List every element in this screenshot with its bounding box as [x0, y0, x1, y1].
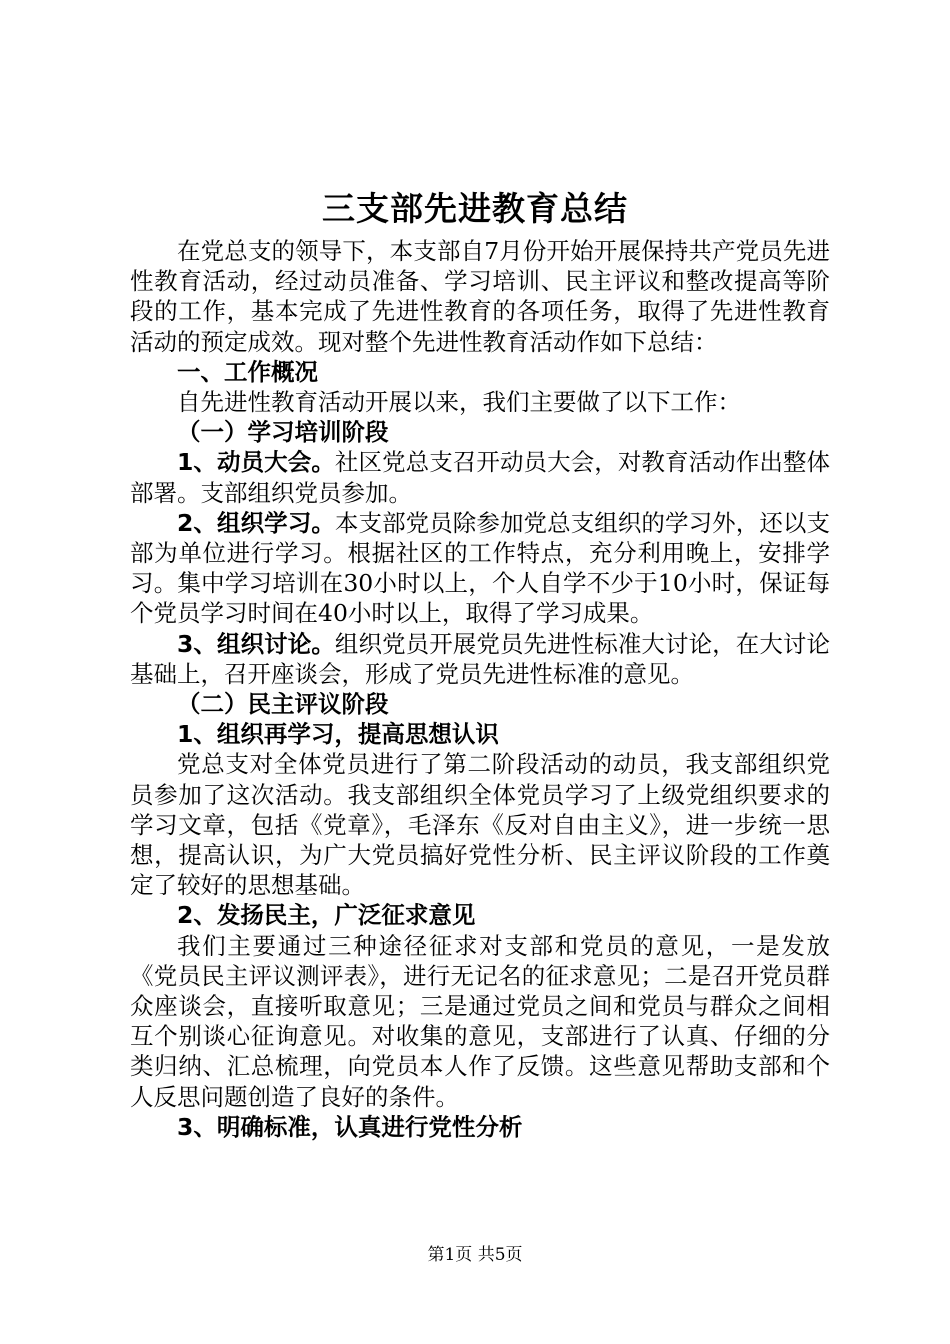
numbered-paragraph	[130, 447, 830, 507]
page-footer: 第1页 共5页	[427, 1245, 523, 1265]
numbered-paragraph	[130, 508, 830, 629]
paragraph-lead: 2、组织学习。	[177, 508, 335, 537]
section-heading: 2、发扬民主，广泛征求意见	[177, 901, 476, 930]
paragraph: 在党总支的领导下，本支部自7月份开始开展保持共产党员先进性教育活动，经过动员准备、学习培训、民主评议和整改提高等阶段的工作，基本完成了先进性教育的各项任务，取得了先进性教育活动的预定成效。现对整个先进性教育活动作如下总结：	[130, 237, 830, 356]
paragraph: 我们主要通过三种途径征求对支部和党员的意见，一是发放《党员民主评议测评表》，进行无记名的征求意见；二是召开党员群众座谈会，直接听取意见；三是通过党员之间和党员与群众之间相互个别谈心征询意见。对收集的意见，支部进行了认真、仔细的分类归纳、汇总梳理，向党员本人作了反馈。这些意见帮助支部和个人反思问题创造了良好的条件。	[130, 931, 830, 1111]
section-heading: 3、明确标准，认真进行党性分析	[177, 1112, 523, 1141]
section-heading: 一、工作概况	[177, 357, 318, 386]
document-body	[130, 236, 830, 1142]
section-heading: （二）民主评议阶段	[177, 690, 389, 719]
section-heading: （一）学习培训阶段	[177, 418, 389, 447]
paragraph-lead: 1、动员大会。	[177, 448, 335, 477]
paragraph: 党总支对全体党员进行了第二阶段活动的动员，我支部组织党员参加了这次活动。我支部组织全体党员学习了上级党组织要求的学习文章，包括《党章》，毛泽东《反对自由主义》，进一步统一思想，提高认识，为广大党员搞好党性分析、民主评议阶段的工作奠定了较好的思想基础。	[130, 750, 830, 900]
paragraph-text: 社区党总支召开动员大会，对教育活动作出整体部署。支部组织党员参加。	[130, 448, 830, 507]
paragraph-lead: 3、组织讨论。	[177, 629, 335, 658]
section-heading: 1、组织再学习，提高思想认识	[177, 720, 499, 749]
paragraph: 自先进性教育活动开展以来，我们主要做了以下工作：	[177, 388, 741, 417]
numbered-paragraph	[130, 629, 830, 689]
paragraph-text: 本支部党员除参加党总支组织的学习外，还以支部为单位进行学习。根据社区的工作特点，充分利用晚上，安排学习。集中学习培训在30小时以上，个人自学不少于10小时，保证每个党员学习时间在40小时以上，取得了学习成果。	[130, 508, 830, 628]
paragraph-text: 组织党员开展党员先进性标准大讨论，在大讨论基础上，召开座谈会，形成了党员先进性标准的意见。	[130, 629, 830, 688]
document-title: 三支部先进教育总结	[322, 189, 628, 228]
